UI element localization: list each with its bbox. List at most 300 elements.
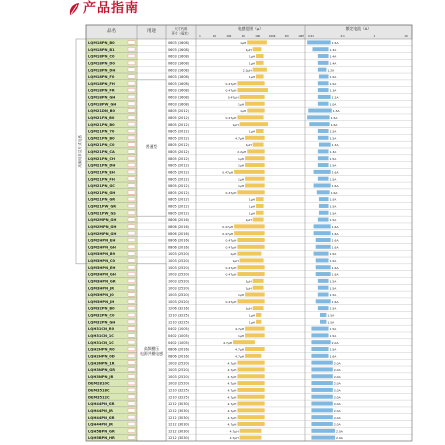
range-b-bar [318,286,329,290]
range-b-label: 1.3A [329,150,337,155]
range-a-bar [245,354,261,358]
new-tag [128,300,135,304]
range-b-label: 1.5A [329,136,337,141]
size-code: 0805 (2012) [168,136,189,141]
range-b-bar [318,156,329,160]
range-b-label: 1.5A [332,109,340,114]
range-b-bar [311,402,332,406]
range-b-label: 1.6A [330,190,338,195]
range-a-label: 1μH [245,143,252,148]
range-a-bar [253,68,267,72]
size-code: 0603 (1608) [168,47,189,52]
new-tag [128,381,135,385]
range-a-label: 4.7μH [227,422,237,427]
size-code: 1212 (3030) [168,415,189,420]
range-b-bar [311,436,335,440]
range-b-bar [318,136,329,140]
range-b-bar [307,40,331,44]
size-code: 0603 (1608) [168,81,189,86]
size-code: 1210 (3225) [168,388,189,393]
range-b-label: 1.6A [331,170,339,175]
range-a-label: 0.47μH [225,115,237,120]
range-b-label: 1.5A [329,327,337,332]
range-b-label: 1.5A [329,347,337,352]
size-code: 0805 (2012) [168,190,189,195]
range-a-label: 0.47μH [225,238,237,243]
range-a-label: 4.7μH [227,361,237,366]
size-code: 0402 (1005) [168,340,189,345]
range-b-bar [316,238,331,242]
size-code: 1003 (2520) [168,286,189,291]
range-a-label: 1μH [237,333,245,338]
part-number: LQH2HPN_0D [88,354,115,359]
category-label: 普通型 [145,144,158,150]
range-a-label: 1μH [248,204,255,209]
range-a-label: 0.47μH [225,265,237,270]
size-code: 0805 (2012) [168,170,189,175]
new-tag [128,204,135,208]
size-code: 1210 (3225) [168,313,189,318]
size-code: 0805 (2012) [168,143,189,148]
part-number: LQM2HPN_EH [88,238,116,243]
range-b-label: 1.6A [331,238,339,243]
range-b-bar [318,177,329,181]
range-a-label: 4.7μH [235,327,245,332]
range-b-bar [318,129,329,133]
range-a-label: 2.2μH [237,150,247,155]
header-category: 用途 [147,29,156,34]
range-a-label: 4.7μH [229,429,239,434]
size-code: 0806 (2016) [168,218,189,223]
range-a-bar [237,238,264,242]
range-a-label: 4.7μH [227,388,237,393]
range-b-label: 1.6A [331,245,339,250]
range-b-bar [318,306,329,310]
new-tag [128,75,135,79]
range-b-label: 1.6A [331,231,339,236]
part-number: LQH3NPN_GR [88,368,116,373]
new-tag [128,286,135,290]
subheader-a-7: 10M [298,35,304,38]
new-tag [128,429,135,433]
size-code: 0806 (2016) [168,347,189,352]
range-a-label: 0.47μH [222,224,234,229]
part-number: LQM18PN_FR [88,88,115,93]
range-a-bar [256,61,264,65]
part-number: LQH5BPN_GR [88,429,115,434]
range-a-bar [237,81,264,85]
range-a-label: 1μH [245,306,252,311]
category-label: 高频用多层片式电感 [78,135,82,168]
range-b-label: 2.0A [333,361,341,366]
part-number: LQH3NPN_JR [88,374,114,379]
subheader-a-6: 1M [284,35,289,38]
subheader-b-3: 10 [404,35,408,38]
part-number: LQH3NPN_1R [88,361,115,366]
new-tag [128,211,135,215]
range-b-label: 2.0A [333,422,341,427]
range-a-bar [237,388,264,392]
size-code: 1003 (2520) [168,279,189,284]
new-tag [128,368,135,372]
range-a-label: 4.7μH [223,340,233,345]
size-code: 1003 (2520) [168,381,189,386]
range-a-label: 1μH [240,41,247,46]
range-a-bar [237,190,264,194]
size-code: 0805 (2012) [168,150,189,155]
size-code: 1003 (2520) [168,252,189,257]
part-number: LQM21PN_GR [88,197,116,202]
part-number: LQH5BPN_HR [88,436,115,441]
range-a-bar [253,47,262,51]
range-a-label: 1μH [248,61,255,66]
new-tag [128,334,135,338]
range-a-bar [256,211,264,215]
range-b-bar [314,170,331,174]
size-code: 0805 (2012) [168,184,189,189]
new-tag [128,143,135,147]
range-a-bar [245,327,265,331]
part-number: LQM21FN_B0 [88,115,115,120]
range-a-bar [237,115,263,119]
new-tag [128,54,135,58]
range-b-label: 2.0A [335,436,343,441]
range-a-label: 0.47μH [225,88,237,93]
new-tag [128,340,135,344]
new-tag [128,409,135,413]
range-b-label: 1.5A [329,75,337,80]
range-b-label: 1.5A [329,306,337,311]
range-a-bar [237,252,261,256]
subheader-a-5: 100K [268,35,276,38]
range-b-bar [318,102,329,106]
range-b-bar [312,47,328,51]
range-b-label: 1.5A [327,320,335,325]
size-code: 0603 (1608) [168,75,189,80]
new-tag [128,184,135,188]
range-a-bar [253,143,264,147]
new-tag [128,272,135,276]
category-label: 电源共模电感 [140,350,163,356]
subheader-a-2: 100 [226,35,232,38]
range-a-bar [256,204,264,208]
range-b-bar [311,408,332,412]
range-a-bar [237,422,264,426]
range-b-bar [314,224,331,228]
new-tag [128,388,135,392]
range-b-bar [319,204,329,208]
range-a-label: 1μH [237,163,245,168]
part-number: LQM21PN_CA [88,150,115,155]
subheader-a-0: 1 [199,35,201,38]
range-a-bar [237,415,264,419]
part-number: LQM21PW_GS [88,211,116,216]
range-b-bar [316,299,331,303]
size-code: 1212 (3030) [168,429,189,434]
range-b-label: 2.0A [331,340,339,345]
part-number: LQM3HPN_J0 [88,293,114,298]
range-b-label: 1.5A [329,129,337,134]
range-a-bar [247,109,264,113]
size-code: 1003 (2520) [168,361,189,366]
range-b-bar [311,415,332,419]
new-tag [128,170,135,174]
range-a-label: 4.7μH [235,354,245,359]
part-number: DEM3518C [88,388,110,393]
range-a-bar [253,279,264,283]
new-tag [128,361,135,365]
size-code: 1003 (2520) [168,374,189,379]
part-number: LQH31CN_R0 [88,327,115,332]
range-a-label: 1μH [248,197,255,202]
size-code: 0805 (2012) [168,211,189,216]
size-code: 0805 (2012) [168,204,189,209]
range-a-bar [245,347,265,351]
range-b-bar [318,293,329,297]
size-code: 1210 (3225) [168,395,189,400]
size-code: 0603 (1608) [168,95,189,100]
new-tag [128,163,135,167]
range-b-label: 1.4A [329,54,337,59]
range-a-label: 1μH [245,286,252,291]
range-a-bar [245,136,265,140]
part-number: LQM2MPN_GH [88,224,117,229]
new-tag [128,81,135,85]
range-b-label: 1.6A [329,354,337,359]
range-a-bar [247,149,264,153]
range-b-label: 1.5A [330,115,338,120]
range-a-bar [247,40,267,44]
range-a-label: 4.7μH [227,415,237,420]
range-b-bar [314,252,329,256]
range-b-bar [319,74,329,78]
range-a-bar [237,245,264,249]
new-tag [128,41,135,45]
size-code: 0806 (2016) [168,224,189,229]
range-b-label: 1.6A [331,265,339,270]
part-number: LQM18PN_C0 [88,54,115,59]
range-b-bar [318,149,329,153]
range-a-label: 4.7μH [227,402,237,407]
range-a-bar [256,197,264,201]
part-number: DEM2810C [88,381,110,386]
new-tag [128,279,135,283]
part-number: DEM3512C [88,395,110,400]
range-b-bar [311,367,332,371]
range-b-bar [311,395,332,399]
range-a-bar [234,224,265,228]
range-a-bar [245,177,265,181]
range-b-bar [311,347,328,351]
range-b-bar [311,429,335,433]
range-b-bar [316,272,331,276]
range-b-label: 1.5A [329,279,337,284]
new-tag [128,197,135,201]
part-number: LQM21PN_FH [88,177,115,182]
size-code: 0806 (2016) [168,231,189,236]
size-code: 0805 (2012) [168,197,189,202]
range-b-bar [319,211,329,215]
range-a-bar [245,183,265,187]
new-tag [128,238,135,242]
range-b-bar [316,245,331,249]
size-code: 1003 (2520) [168,272,189,277]
range-a-label: 1μH [230,252,237,257]
range-b-bar [318,163,329,167]
range-b-bar [320,313,326,317]
part-number: LQM3HPN_JR [88,286,114,291]
range-a-label: 1μH [245,47,252,52]
part-number: LQM21PN_GH [88,190,116,195]
size-code: 0806 (2016) [168,238,189,243]
range-b-bar [307,115,329,119]
range-b-label: 2.0A [333,368,341,373]
range-a-label: 0.47μH [222,170,234,175]
range-b-label: 1.6A [331,224,339,229]
range-a-label: 4.7μH [227,381,237,386]
range-b-label: 1.5A [331,41,339,46]
part-number: LQM18PN_F0 [88,75,115,80]
new-tag [128,190,135,194]
size-code: 0402 (1005) [168,333,189,338]
range-b-label: 2.0A [333,395,341,400]
part-number: LQM21PN_C0 [88,143,115,148]
range-b-label: 1.5A [329,204,337,209]
range-a-bar [256,74,264,78]
range-a-bar [256,129,264,133]
subheader-b-1: 0.1 [340,35,345,38]
part-number: LQM32PN_C0 [88,313,115,318]
range-a-bar [237,299,264,303]
size-code: 1206 (3216) [168,306,189,311]
range-a-label: 1μH [248,75,255,80]
range-b-label: 1.2A [327,68,335,73]
range-a-bar [245,102,265,106]
range-a-bar [245,293,265,297]
range-b-label: 1.6A [330,122,338,127]
range-a-bar [237,408,264,412]
part-number: LQH31CN_1C [88,333,114,338]
range-b-label: 1.5A [327,313,335,318]
new-tag [128,252,135,256]
range-a-label: 0.47μH [222,231,234,236]
range-b-bar [309,122,329,126]
range-b-bar [308,109,332,113]
range-a-label: 0.47μH [225,81,237,86]
range-a-label: 0.47μH [225,272,237,277]
range-a-bar [245,163,265,167]
range-b-label: 1.6A [331,299,339,304]
range-b-bar [319,143,331,147]
range-b-label: 1.5A [329,252,337,257]
header-size-unit: 英寸（毫米） [171,31,191,36]
range-b-label: 2.0A [333,408,341,413]
range-b-label: 1.3A [331,143,339,148]
new-tag [128,422,135,426]
range-a-bar [234,231,265,235]
subheader-a-4: 10K [255,35,261,38]
range-a-label: 1μH [248,211,255,216]
size-code: 0603 (1608) [168,61,189,66]
range-a-label: 1μH [240,109,247,114]
range-b-label: 2.0A [333,388,341,393]
part-number: LQM2HPN_GH [88,245,116,250]
part-number: LQH31CN_1C [88,340,114,345]
range-b-bar [318,81,329,85]
range-a-label: 0.47μH [225,245,237,250]
subheader-a-3: 1K [241,35,245,38]
size-code: 1212 (3030) [168,436,189,441]
range-a-bar [237,361,264,365]
part-number: LQM3HPN_GH [88,272,116,277]
range-a-label: 4.7μH [235,136,245,141]
size-code: 0603 (1608) [168,88,189,93]
part-number: LQM21PN_EH [88,170,115,175]
range-b-bar [318,88,329,92]
size-code: 0805 (2012) [168,129,189,134]
page-title: 产品指南 [83,1,140,16]
part-number: LQM21PN_B0 [88,136,115,141]
new-tag [128,116,135,120]
part-number: LQM18PN_DH [88,68,116,73]
range-a-label: 1μH [248,320,255,325]
range-a-bar [240,436,262,440]
range-a-bar [245,333,265,337]
size-code: 0806 (2016) [168,245,189,250]
range-b-bar [311,381,332,385]
new-tag [128,306,135,310]
new-tag [128,347,135,351]
range-a-label: 2.2μH [242,68,252,73]
new-tag [128,218,135,222]
range-a-label: 4.7μH [229,436,239,441]
new-tag [128,136,135,140]
range-a-bar [237,265,264,269]
part-number: LQH44PN_JR [88,408,113,413]
range-b-bar [318,61,329,65]
part-number: LQH2HPN_R0 [88,347,115,352]
category-label: 高频模压 [143,345,160,351]
range-b-label: 2.0A [333,402,341,407]
range-b-label: 1.5A [329,286,337,291]
part-number: LQM3HPN_JH [88,299,115,304]
range-a-label: 4.7μH [227,395,237,400]
part-number: LQM21PN_DH [88,163,116,168]
new-tag [128,225,135,229]
new-tag [128,320,135,324]
range-b-bar [311,333,328,337]
part-number: LQM3HPN_C0 [88,259,116,264]
size-code: 0805 (2012) [168,177,189,182]
range-a-label: 1μH [248,129,255,134]
range-a-label: 4.7μH [235,347,245,352]
size-code: 1003 (2520) [168,265,189,270]
part-number: LQM21DN_B0 [88,109,115,114]
new-tag [128,231,135,235]
new-tag [128,102,135,106]
part-number: LQM18PN_FH [88,81,115,86]
range-a-bar [253,218,264,222]
size-code: 0805 (2012) [168,163,189,168]
size-code: 1003 (2520) [168,368,189,373]
range-a-label: 1μH [232,122,239,127]
size-code: 0603 (1608) [168,54,189,59]
range-a-bar [253,286,264,290]
size-code: 0805 (2012) [168,109,189,114]
new-tag [128,259,135,263]
range-a-bar [237,374,264,378]
range-b-bar [319,197,329,201]
